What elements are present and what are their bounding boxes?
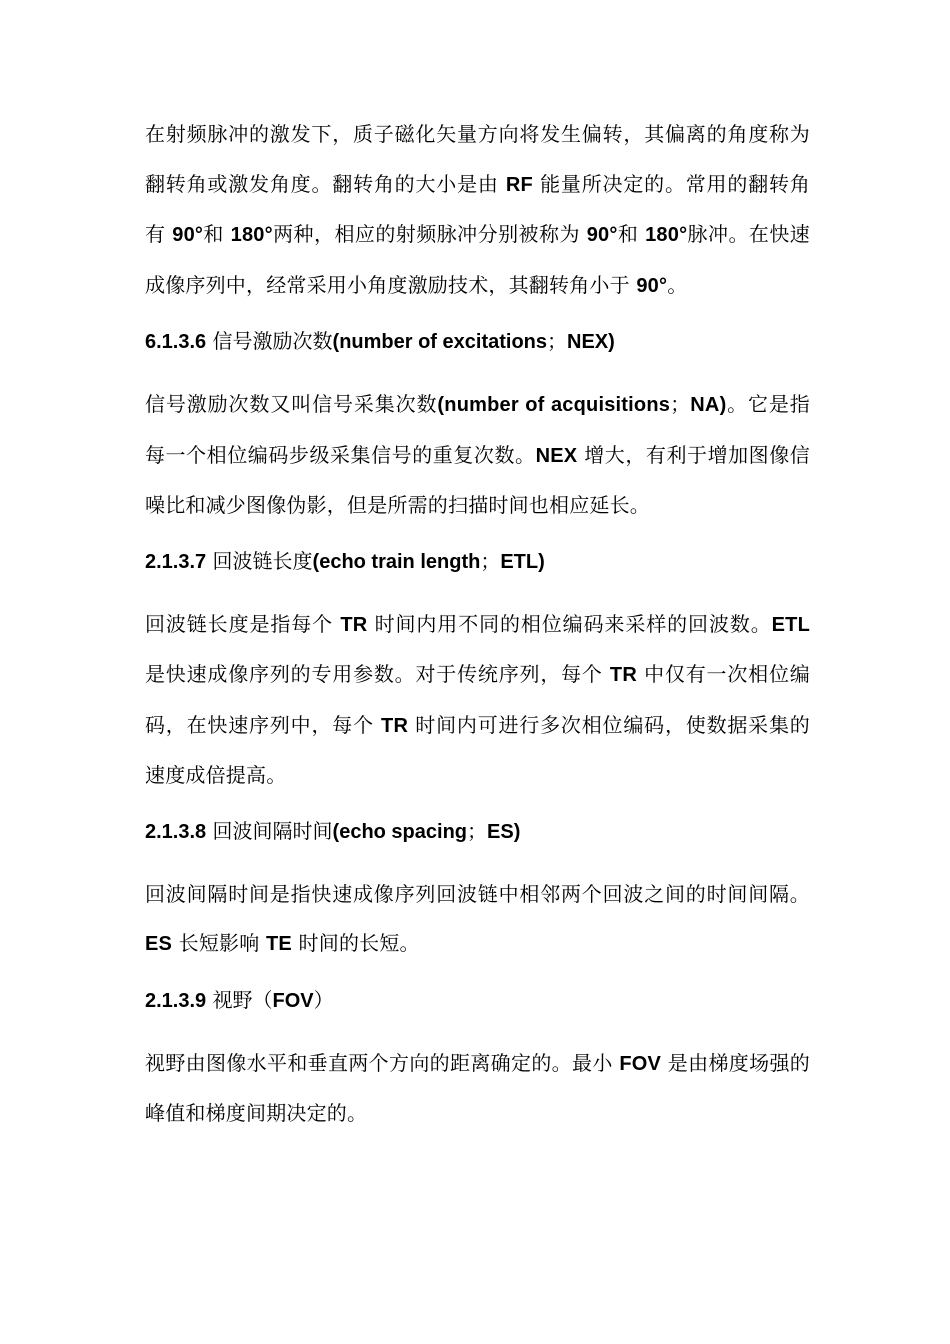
text-run: ； bbox=[467, 818, 488, 843]
text-run: 时间内可进行多次相位编码，使数据采集的速度成倍提高。 bbox=[145, 712, 810, 787]
bold-text-run: (echo spacing bbox=[332, 820, 468, 843]
bold-text-run: TE bbox=[266, 933, 292, 955]
text-run: 时间的长短。 bbox=[291, 931, 420, 955]
bold-text-run: 180° bbox=[230, 224, 273, 246]
text-run: 回波间隔时间是指快速成像序列回波链中相邻两个回波之间的时间间隔。 bbox=[145, 881, 810, 906]
text-run: 脉冲。在快速成像序列中，经常采用小角度激励技术，其翻转角小于 bbox=[145, 222, 811, 297]
bold-text-run: 2.1.3.7 bbox=[145, 550, 207, 573]
bold-text-run: TR bbox=[609, 664, 637, 686]
bold-text-run: NEX bbox=[535, 444, 578, 467]
text-run: ） bbox=[313, 987, 334, 1012]
text-run: 回波链长度 bbox=[206, 548, 313, 573]
bold-text-run: RF bbox=[505, 173, 533, 196]
bold-text-run: 180° bbox=[645, 224, 688, 246]
text-run: 视野由图像水平和垂直两个方向的距离确定的。最小 bbox=[145, 1050, 620, 1075]
bold-text-run: 2.1.3.9 bbox=[145, 989, 207, 1012]
section-heading bbox=[145, 970, 810, 1039]
text-run: 是由梯度场强的峰值和梯度间期决定的。 bbox=[145, 1050, 810, 1125]
text-run: 回波间隔时间 bbox=[206, 818, 333, 843]
section-heading bbox=[145, 801, 810, 870]
bold-text-run: NEX) bbox=[567, 331, 615, 353]
text-run: 时间内用不同的相位编码来采样的回波数。 bbox=[367, 611, 772, 636]
text-run: ； bbox=[547, 329, 568, 353]
bold-text-run: 90° bbox=[636, 274, 668, 297]
text-run: 长短影响 bbox=[172, 931, 267, 955]
bold-text-run: FOV bbox=[619, 1052, 662, 1075]
bold-text-run: TR bbox=[381, 714, 409, 737]
bold-text-run: FOV bbox=[272, 989, 314, 1012]
text-run: 能量所决定的。常用的翻转角有 bbox=[145, 171, 810, 246]
bold-text-run: ETL) bbox=[500, 550, 545, 573]
text-run: 回波链长度是指每个 bbox=[145, 611, 341, 636]
bold-text-run: 6.1.3.6 bbox=[145, 331, 207, 353]
bold-text-run: 2.1.3.8 bbox=[145, 820, 207, 843]
body-paragraph bbox=[145, 110, 810, 311]
body-paragraph bbox=[145, 600, 810, 801]
text-run: 增大，有利于增加图像信噪比和减少图像伪影，但是所需的扫描时间也相应延长。 bbox=[145, 442, 810, 517]
text-run: 信号激励次数又叫信号采集次数 bbox=[145, 392, 438, 416]
body-paragraph bbox=[145, 1039, 810, 1139]
text-run: 。它是指每一个相位编码步级采集信号的重复次数。 bbox=[145, 392, 810, 467]
text-run: 中仅有一次相位编码，在快速序列中，每个 bbox=[145, 662, 810, 737]
body-paragraph bbox=[145, 380, 810, 531]
bold-text-run: ETL bbox=[771, 613, 811, 636]
section-heading bbox=[145, 531, 810, 600]
bold-text-run: (number of excitations bbox=[332, 331, 548, 353]
bold-text-run: ES bbox=[145, 933, 173, 955]
bold-text-run: TR bbox=[340, 613, 368, 636]
bold-text-run: 90° bbox=[172, 224, 204, 246]
text-run: 。 bbox=[667, 272, 688, 297]
bold-text-run: (echo train length bbox=[312, 550, 481, 573]
section-heading bbox=[145, 311, 810, 380]
bold-text-run: NA) bbox=[690, 394, 727, 416]
text-run: 两种，相应的射频脉冲分别被称为 bbox=[272, 222, 587, 246]
document-body bbox=[145, 110, 810, 1139]
bold-text-run: (number of acquisitions bbox=[437, 394, 671, 416]
body-paragraph bbox=[145, 870, 810, 970]
text-run: 是快速成像序列的专用参数。对于传统序列，每个 bbox=[145, 662, 610, 686]
bold-text-run: ES) bbox=[487, 820, 521, 843]
bold-text-run: 90° bbox=[586, 224, 618, 246]
text-run: 信号激励次数 bbox=[206, 329, 333, 353]
text-run: 和 bbox=[203, 222, 231, 246]
text-run: ； bbox=[480, 548, 501, 573]
text-run: 和 bbox=[617, 222, 646, 246]
text-run: ； bbox=[670, 392, 691, 416]
text-run: 在射频脉冲的激发下，质子磁化矢量方向将发生偏转，其偏离的角度称为翻转角或激发角度。翻转角的大小是由 bbox=[145, 122, 810, 196]
text-run: 视野（ bbox=[206, 987, 273, 1012]
